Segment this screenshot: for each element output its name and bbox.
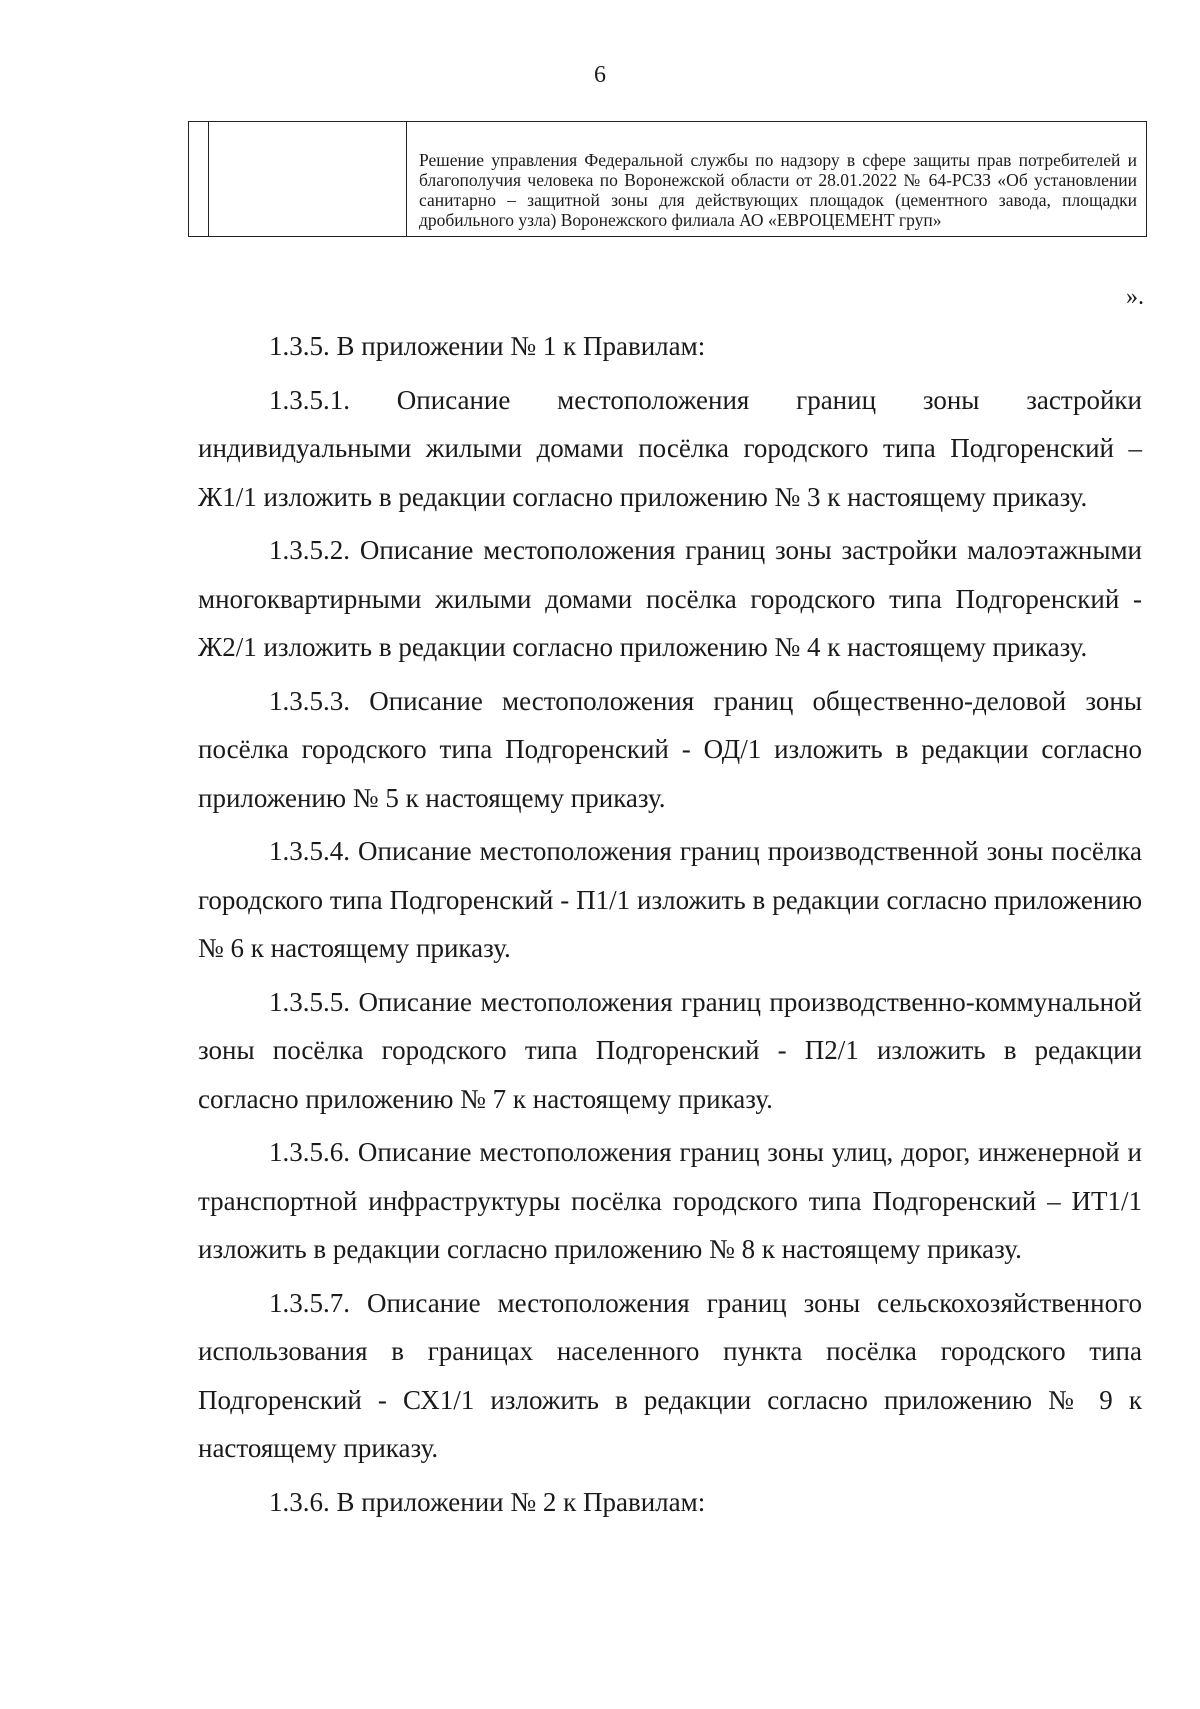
paragraph-1-3-5-7: 1.3.5.7. Описание местоположения границ зоны сельскохозяйственного использования в границах населенного пункта посёлка городского типа Подгоренский - СХ1/1 изложить в редакции согласно приложению № 9 к настоящему приказу. — [198, 1287, 1142, 1463]
paragraph-1-3-5-6: 1.3.5.6. Описание местоположения границ зоны улиц, дорог, инженерной и транспортной инфраструктуры посёлка городского типа Подгоренский – ИТ1/1 изложить в редакции согласно приложению № 8 к настоящему приказу. — [198, 1137, 1142, 1264]
table-cell-document — [407, 122, 1147, 237]
table-row — [189, 122, 1147, 237]
paragraph-1-3-5-4: 1.3.5.4. Описание местоположения границ производственной зоны посёлка городского типа Подгоренский - П1/1 изложить в редакции согласно приложению № 6 к настоящему приказу. — [198, 836, 1142, 963]
paragraph-1-3-5-3: 1.3.5.3. Описание местоположения границ общественно-деловой зоны посёлка городского типа Подгоренский - ОД/1 изложить в редакции согласно приложению № 5 к настоящему приказу. — [198, 685, 1142, 813]
paragraph-1-3-5: 1.3.5. В приложении № 1 к Правилам: — [269, 331, 706, 361]
paragraph-1-3-5-1: 1.3.5.1. Описание местоположения границ зоны застройки индивидуальными жилыми домами посёлка городского типа Подгоренский – Ж1/1 изложить в редакции согласно приложению № 3 к настоящему приказу. — [198, 384, 1142, 512]
paragraph-1-3-6: 1.3.6. В приложении № 2 к Правилам: — [269, 1486, 706, 1517]
table-cell-number — [189, 122, 209, 237]
closing-quote: ». — [1126, 284, 1144, 310]
table-cell-document-text: Решение управления Федеральной службы по надзору в сфере защиты прав потребителей и благополучия человека по Воронежской области от 28.01.2022 № 64-РСЗЗ «Об установлении санитарно – защитной зоны для действующих площадок (цементного завода, площадки дробильного узла) Воронежского филиала АО «ЕВРОЦЕМЕНТ груп» — [419, 150, 1137, 230]
paragraph-1-3-5-5: 1.3.5.5. Описание местоположения границ производственно-коммунальной зоны посёлка городского типа Подгоренский - П2/1 изложить в редакции согласно приложению № 7 к настоящему приказу. — [198, 986, 1142, 1114]
page-number: 6 — [594, 62, 606, 88]
table-cell-name — [209, 122, 407, 237]
excerpt-table — [188, 121, 1147, 237]
paragraph-1-3-5-2: 1.3.5.2. Описание местоположения границ зоны застройки малоэтажными многоквартирными жилыми домами посёлка городского типа Подгоренский - Ж2/1 изложить в редакции согласно приложению № 4 к настоящему приказу. — [198, 535, 1142, 662]
document-body — [198, 322, 1142, 1531]
